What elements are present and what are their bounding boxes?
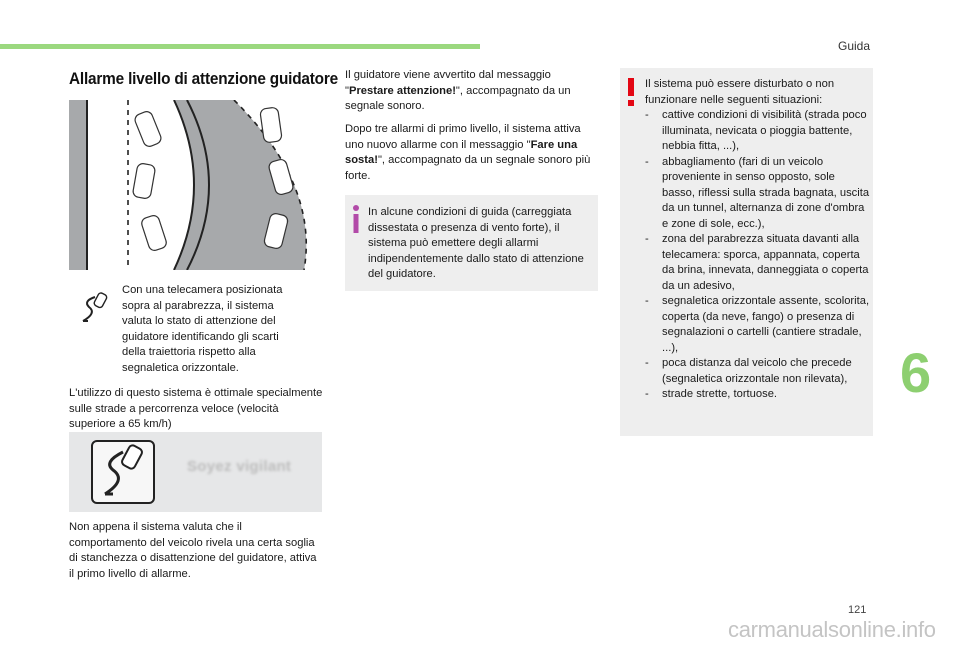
- text-fragment: ", accompagnato da un segnale sonoro.: [345, 84, 571, 112]
- text-fragment: Il guidatore viene avvertito dal messaggio ": [345, 69, 551, 97]
- info-icon: [352, 204, 360, 234]
- text-fragment: Dopo tre allarmi di primo livello, il sistema attiva uno nuovo allarme con il messaggio ": [345, 123, 581, 151]
- list-item-text: cattive condizioni di visibilità (strada poco illuminata, nevicata o pioggia battente, nebbia fitta, ...),: [662, 109, 867, 152]
- limitations-list: [645, 108, 870, 403]
- watermark: carmanualsonline.info: [728, 617, 936, 642]
- page-number: 121: [848, 604, 867, 616]
- driver-attention-icon: [93, 442, 153, 502]
- section-name: Guida: [838, 39, 871, 53]
- list-item: - strade strette, tortuose.: [645, 388, 778, 400]
- message-fare-una-sosta: Fare una sosta!: [345, 138, 578, 166]
- screen-message: Soyez vigilant: [187, 458, 292, 475]
- chapter-number: 6: [900, 341, 932, 404]
- list-item-text: strade strette, tortuose.: [662, 388, 778, 400]
- list-item: - cattive condizioni di visibilità (strada poco illuminata, nevicata o pioggia battente, nebbia fitta, ...),: [645, 109, 867, 152]
- list-item: - poca distanza dal veicolo che precede (segnaletica orizzontale non rilevata),: [645, 357, 852, 385]
- message-prestare-attenzione: Prestare attenzione!: [348, 84, 456, 97]
- instrument-screen: [69, 432, 322, 512]
- usage-paragraph: L'utilizzo di questo sistema è ottimale specialmente sulle strade a percorrenza veloce (velocità superiore a 65 km/h): [69, 387, 323, 430]
- system-description: Con una telecamera posizionata sopra al parabrezza, il sistema valuta lo stato di attenzione del guidatore identificando gli scarti della traiettoria rispetto alla segnaletica orizzontale.: [122, 284, 283, 374]
- section-title: Allarme livello di attenzione guidatore: [69, 70, 339, 88]
- lane-drift-illustration: [69, 100, 322, 270]
- list-item: - segnaletica orizzontale assente, scolorita, coperta (da neve, fango) o presenza di segnalazioni o cartelli (cantiere stradale, ...),: [645, 295, 870, 354]
- info-note-text: In alcune condizioni di guida (carreggiata dissestata o presenza di vento forte), il sistema può emettere degli allarmi indipendentemente dallo stato di attenzione del guidatore.: [368, 206, 584, 280]
- list-item-text: poca distanza dal veicolo che precede (segnaletica orizzontale non rilevata),: [662, 357, 852, 385]
- road-drawing: [69, 100, 322, 270]
- list-item: - zona del parabrezza situata davanti alla telecamera: sporca, appannata, coperta da brina, innevata, danneggiata o coperta da un adesivo,: [645, 233, 869, 292]
- list-item-text: zona del parabrezza situata davanti alla telecamera: sporca, appannata, coperta da brina, innevata, danneggiata o coperta da un adesivo,: [662, 233, 869, 292]
- warning-icon: [626, 78, 636, 106]
- second-level-paragraph: [345, 122, 597, 184]
- list-item-text: abbagliamento (fari di un veicolo proveniente in senso opposto, sole basso, riflessi sulla strada bagnata, uscita da un tunnel, alternanza di zone d'ombra e zone di sole, ecc.),: [662, 155, 870, 230]
- list-item-text: segnaletica orizzontale assente, scolorita, coperta (da neve, fango) o presenza di segnalazioni o cartelli (cantiere stradale, ...),: [662, 295, 870, 354]
- header-accent-bar: [0, 44, 480, 49]
- first-level-paragraph: [345, 68, 597, 115]
- text-fragment: ", accompagnato da un segnale sonoro più forte.: [345, 154, 591, 182]
- first-alert-paragraph: Non appena il sistema valuta che il comportamento del veicolo rivela una certa soglia di stanchezza o disattenzione del guidatore, attiva il primo livello di allarme.: [69, 521, 317, 580]
- warning-intro: Il sistema può essere disturbato o non funzionare nelle seguenti situazioni:: [645, 78, 835, 106]
- list-item: - abbagliamento (fari di un veicolo proveniente in senso opposto, sole basso, riflessi sulla strada bagnata, uscita da un tunnel, alternanza di zone d'ombra e zone di sole, ecc.),: [645, 155, 870, 230]
- screen-icon-frame: [91, 440, 155, 504]
- driver-attention-icon: [79, 291, 113, 325]
